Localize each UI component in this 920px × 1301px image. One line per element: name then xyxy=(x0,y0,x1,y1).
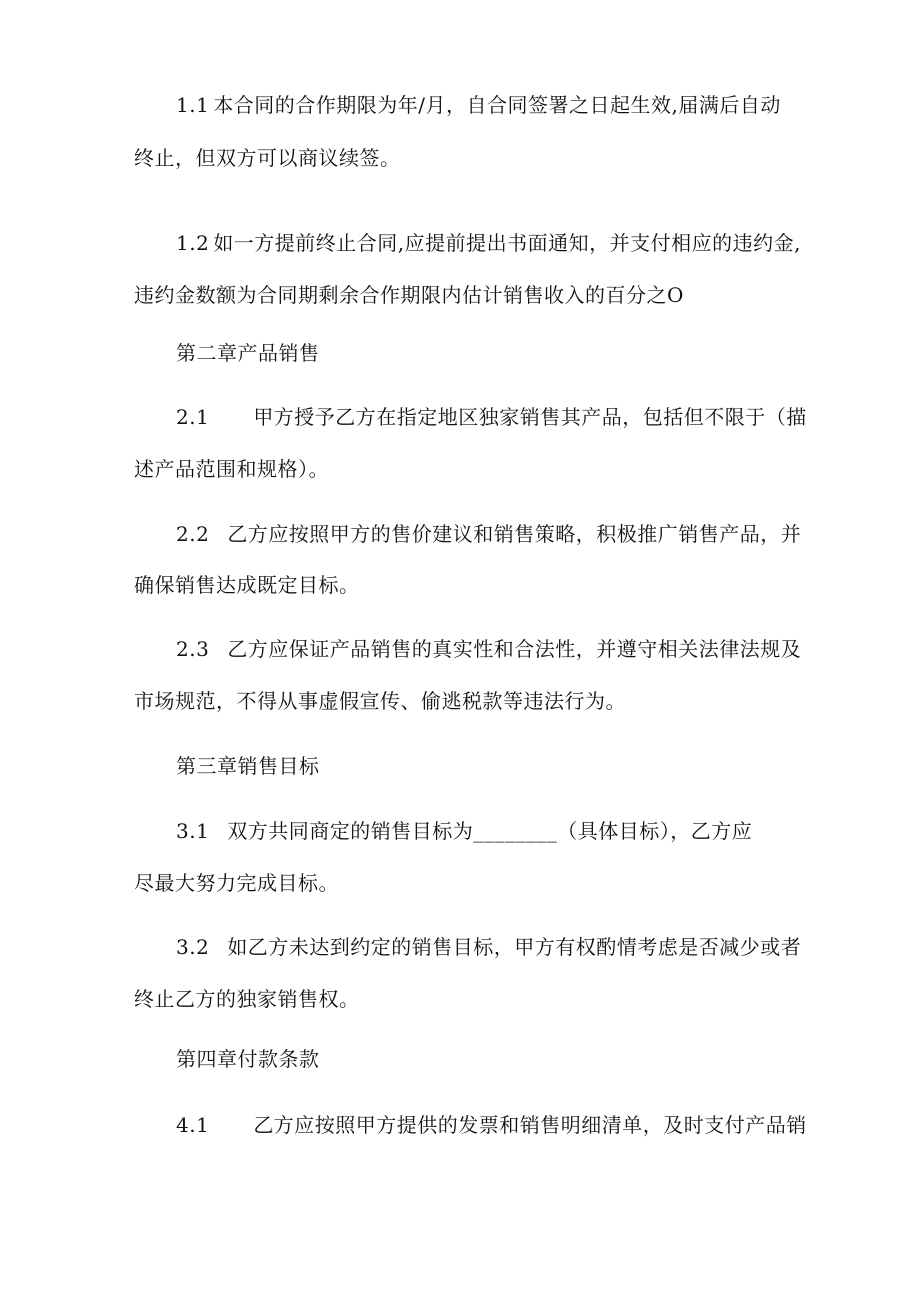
clause-3-2-line-2 xyxy=(134,987,360,1011)
clause-text: 述产品范围和规格）。 xyxy=(134,457,329,481)
clause-1-2-line-2 xyxy=(134,283,684,307)
clause-2-3-line-1 xyxy=(176,637,801,661)
clause-text: 本合同的合作期限为年/月，自合同签署之日起生效,届满后自动 xyxy=(213,93,781,117)
clause-3-1-line-1 xyxy=(176,819,752,843)
clause-text: 尽最大努力完成目标。 xyxy=(134,871,339,895)
clause-2-2-line-1 xyxy=(176,522,801,546)
clause-2-1-line-2 xyxy=(134,457,329,481)
clause-text: 确保销售达成既定目标。 xyxy=(134,573,360,597)
clause-text: 甲方授予乙方在指定地区独家销售其产品，包括但不限于（描 xyxy=(253,405,807,429)
clause-1-2-line-1 xyxy=(176,231,801,255)
clause-2-2-line-2 xyxy=(134,573,360,597)
clause-text: 乙方应按照甲方提供的发票和销售明细清单，及时支付产品销 xyxy=(253,1113,807,1137)
clause-text: 乙方应保证产品销售的真实性和合法性，并遵守相关法律法规及 xyxy=(227,637,802,661)
clause-text: 如一方提前终止合同,应提前提出书面通知，并支付相应的违约金, xyxy=(213,231,802,255)
clause-3-1-line-2 xyxy=(134,871,339,895)
clause-4-1-line-1 xyxy=(176,1113,807,1137)
clause-number: 3.2 xyxy=(176,935,210,959)
clause-1-1-line-1 xyxy=(176,93,781,117)
clause-text: 如乙方未达到约定的销售目标，甲方有权酌情考虑是否减少或者 xyxy=(227,935,802,959)
clause-text: 终止乙方的独家销售权。 xyxy=(134,987,360,1011)
clause-number: 4.1 xyxy=(176,1113,210,1137)
clause-text: 市场规范，不得从事虚假宣传、偷逃税款等违法行为。 xyxy=(134,689,626,713)
chapter-heading: 第四章付款条款 xyxy=(176,1047,320,1071)
clause-2-1-line-1 xyxy=(176,405,807,429)
clause-1-1-line-2 xyxy=(134,146,401,170)
chapter-heading: 第三章销售目标 xyxy=(176,754,320,778)
clause-text: 终止，但双方可以商议续签。 xyxy=(134,146,401,170)
clause-number: 1.2 xyxy=(176,231,210,255)
clause-number: 2.1 xyxy=(176,405,210,429)
clause-number: 1.1 xyxy=(176,93,210,117)
clause-number: 2.2 xyxy=(176,522,210,546)
clause-2-3-line-2 xyxy=(134,689,626,713)
clause-text: 双方共同商定的销售目标为________（具体目标），乙方应 xyxy=(227,819,753,843)
clause-3-2-line-1 xyxy=(176,935,801,959)
chapter-heading: 第二章产品销售 xyxy=(176,341,320,365)
clause-text: 乙方应按照甲方的售价建议和销售策略，积极推广销售产品，并 xyxy=(227,522,802,546)
clause-number: 2.3 xyxy=(176,637,210,661)
clause-number: 3.1 xyxy=(176,819,210,843)
clause-text: 违约金数额为合同期剩余合作期限内估计销售收入的百分之O xyxy=(134,283,684,307)
